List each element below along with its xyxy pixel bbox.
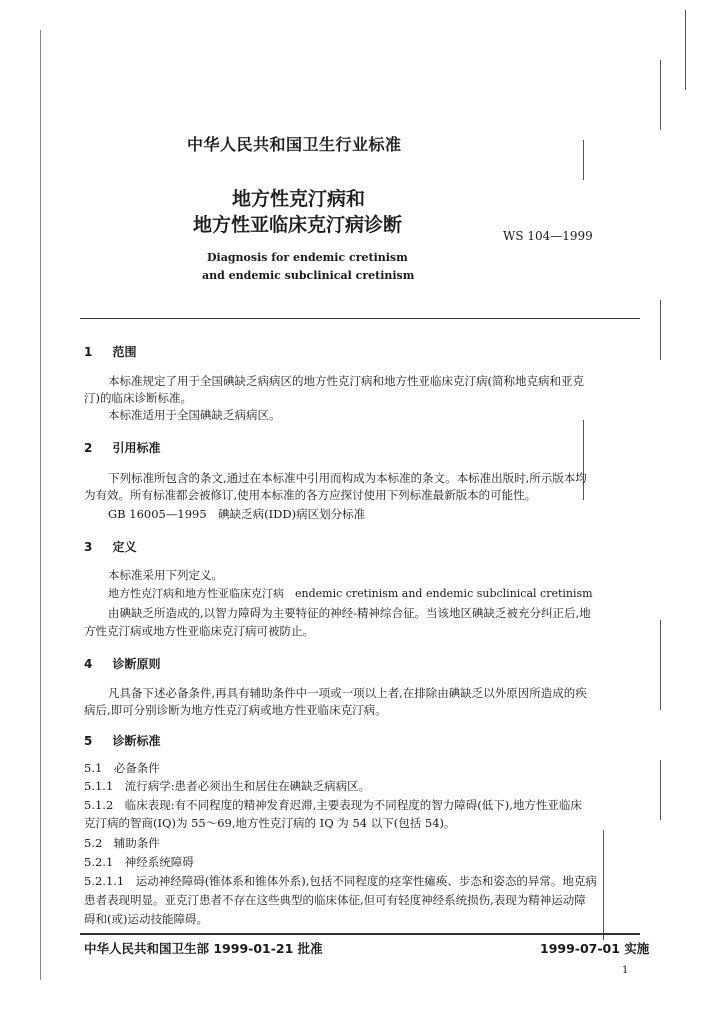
scan-line-right-2 bbox=[583, 420, 584, 500]
implementation-date: 1999-07-01 实施 bbox=[540, 941, 650, 956]
s5-2-1: 5.2.1 神经系统障碍 bbox=[84, 855, 194, 869]
section-number: 4 bbox=[84, 657, 93, 671]
english-title-line2: and endemic subclinical cretinism bbox=[202, 269, 415, 282]
s1-para1-line1: 本标准规定了用于全国碘缺乏病病区的地方性克汀病和地方性亚临床克汀病(简称地克病和亚克 bbox=[108, 374, 584, 388]
scan-line-far-right-4 bbox=[660, 620, 661, 710]
section-title: 引用标准 bbox=[112, 441, 161, 455]
s3-para1: 本标准采用下列定义。 bbox=[108, 568, 223, 582]
section-number: 1 bbox=[84, 345, 93, 359]
s5-1-2-line2: 克汀病的智商(IQ)为 55～69,地方性克汀病的 IQ 为 54 以下(包括 54)。 bbox=[84, 816, 456, 830]
s5-2-1-1-line2: 患者表现明显。亚克汀患者不存在这些典型的临床体征,但可有轻度神经系统损伤,表现为精神运动障 bbox=[84, 893, 586, 907]
section-title: 范围 bbox=[112, 345, 137, 359]
section-number: 3 bbox=[84, 540, 93, 554]
s3-para2-line2: 方性克汀病或地方性亚临床克汀病可被防止。 bbox=[84, 624, 314, 638]
english-title-line1: Diagnosis for endemic cretinism bbox=[207, 251, 408, 264]
section-title: 诊断标准 bbox=[112, 734, 161, 748]
s3-term: 地方性克汀病和地方性亚临床克汀病 endemic cretinism and endemic subclinical cretinism bbox=[108, 587, 593, 600]
scan-line-far-right-2 bbox=[660, 300, 661, 360]
doc-title-line1: 地方性克汀病和 bbox=[232, 188, 366, 210]
section-number: 5 bbox=[84, 734, 93, 748]
standard-number: WS 104—1999 bbox=[503, 229, 593, 243]
scan-line-left bbox=[40, 30, 41, 980]
scan-line-right-1 bbox=[583, 140, 584, 180]
footer-rule bbox=[80, 933, 640, 935]
s5-1-2-line1: 5.1.2 临床表现:有不同程度的精神发育迟滞,主要表现为不同程度的智力障碍(低下),地方性亚临床 bbox=[84, 798, 582, 812]
page-number: 1 bbox=[622, 965, 629, 976]
section-title: 诊断原则 bbox=[112, 657, 161, 671]
scan-line-far-right-1 bbox=[660, 60, 661, 130]
scan-line-right-3 bbox=[603, 830, 604, 940]
section-2-heading bbox=[84, 439, 161, 456]
s5-2-1-1-line3: 碍和(或)运动技能障碍。 bbox=[84, 912, 208, 926]
section-title: 定义 bbox=[112, 540, 137, 554]
org-title: 中华人民共和国卫生行业标准 bbox=[187, 135, 402, 154]
s1-para1-line2: 汀)的临床诊断标准。 bbox=[84, 391, 192, 405]
s1-para2: 本标准适用于全国碘缺乏病病区。 bbox=[108, 408, 281, 422]
scan-line-far-right-3 bbox=[685, 10, 686, 90]
section-number: 2 bbox=[84, 441, 93, 455]
section-5-heading bbox=[84, 732, 161, 749]
s4-para1-line2: 病后,即可分别诊断为地方性克汀病或地方性亚临床克汀病。 bbox=[84, 703, 387, 717]
s4-para1-line1: 凡具备下述必备条件,再具有辅助条件中一项或一项以上者,在排除由碘缺乏以外原因所造成的疾 bbox=[108, 686, 587, 700]
scan-line-far-right-5 bbox=[660, 760, 661, 820]
approval-line: 中华人民共和国卫生部 1999-01-21 批准 bbox=[84, 941, 323, 956]
section-3-heading bbox=[84, 538, 137, 555]
s5-1-1: 5.1.1 流行病学:患者必须出生和居住在碘缺乏病病区。 bbox=[84, 779, 371, 793]
header-rule bbox=[80, 318, 640, 319]
section-4-heading bbox=[84, 655, 161, 672]
s5-1-heading: 5.1 必备条件 bbox=[84, 761, 160, 775]
s2-reference: GB 16005—1995 碘缺乏病(IDD)病区划分标准 bbox=[108, 507, 366, 521]
doc-title-line2: 地方性亚临床克汀病诊断 bbox=[193, 214, 403, 236]
s5-2-heading: 5.2 辅助条件 bbox=[84, 836, 160, 850]
s3-para2-line1: 由碘缺乏所造成的,以智力障碍为主要特征的神经-精神综合征。当该地区碘缺乏被充分纠正后,地 bbox=[108, 606, 591, 620]
s2-para1-line1: 下列标准所包含的条文,通过在本标准中引用而构成为本标准的条文。本标准出版时,所示版本均 bbox=[108, 471, 587, 485]
s2-para1-line2: 为有效。所有标准都会被修订,使用本标准的各方应探讨使用下列标准最新版本的可能性。 bbox=[84, 488, 537, 502]
section-1-heading bbox=[84, 343, 137, 360]
s5-2-1-1-line1: 5.2.1.1 运动神经障碍(锥体系和锥体外系),包括不同程度的痉挛性瘫痪、步态和姿态的异常。地克病 bbox=[84, 874, 597, 888]
